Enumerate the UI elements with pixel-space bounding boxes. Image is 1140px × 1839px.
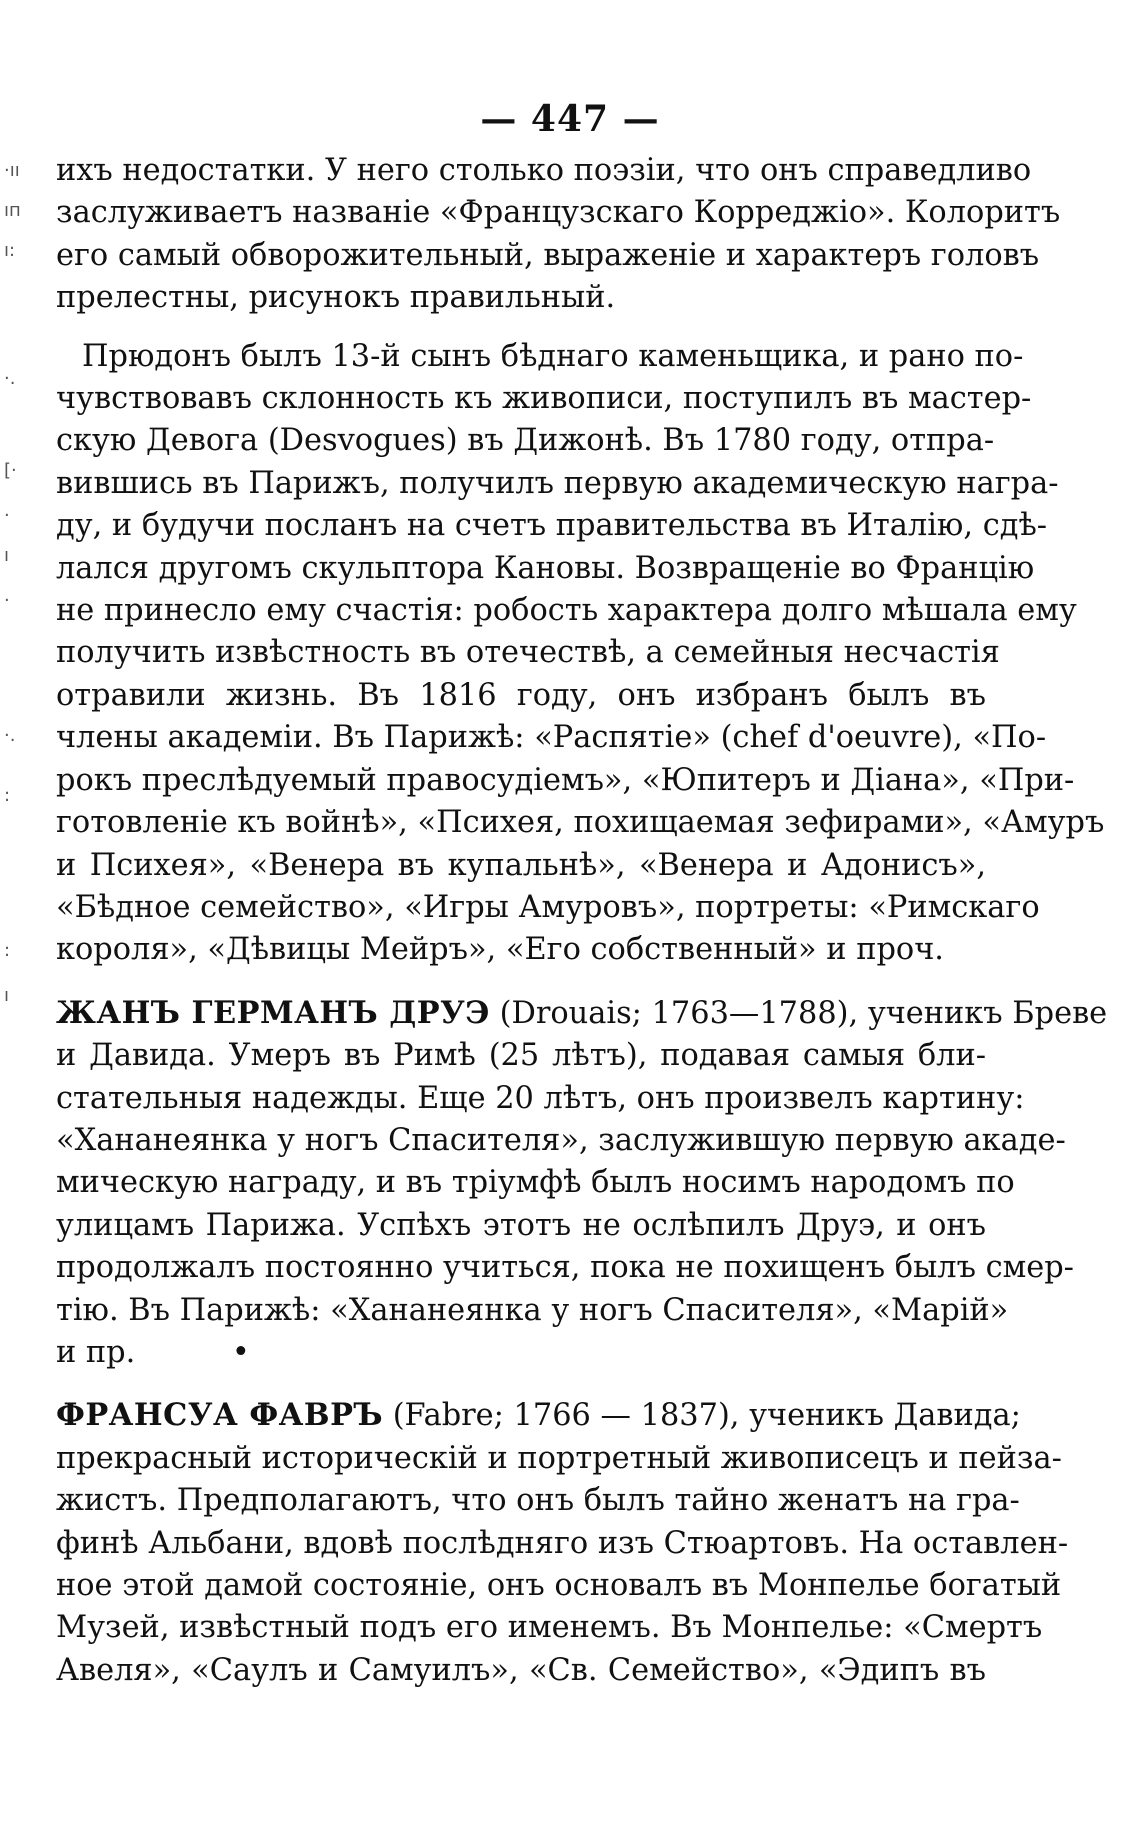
margin-mark: ı — [4, 545, 10, 566]
margin-mark: [· — [4, 460, 17, 481]
text-line: заслуживаетъ названіе «Французскаго Корреджіо». Колоритъ — [56, 195, 1061, 231]
text-line: отравили жизнь. Въ 1816 году, онъ избранъ былъ въ — [56, 677, 986, 713]
artist-name-drouais: ЖАНЪ ГЕРМАНЪ ДРУЭ — [56, 994, 490, 1031]
text-line: Авеля», «Саулъ и Самуилъ», «Св. Семейство», «Эдипъ въ — [56, 1652, 986, 1688]
text-line: его самый обворожительный, выраженіе и характеръ головъ — [56, 237, 1040, 273]
text-line: готовленіе къ войнѣ», «Психея, похищаемая зефирами», «Амуръ — [56, 805, 1105, 841]
text-line: жистъ. Предполагаютъ, что онъ былъ тайно женатъ на гра- — [56, 1483, 1020, 1519]
margin-mark: : — [4, 940, 11, 961]
text-line: и Психея», «Венера въ купальнѣ», «Венера и Адонисъ», — [56, 847, 986, 883]
text-line: скую Девога (Desvogues) въ Дижонѣ. Въ 1780 году, отпра- — [56, 423, 995, 459]
artist-name-fabre: ФРАНСУА ФАВРЪ — [56, 1397, 384, 1434]
paragraph-fabre — [56, 1394, 1069, 1692]
margin-mark: ·ıı — [4, 160, 20, 181]
text-line: прелестны, рисунокъ правильный. — [56, 280, 616, 316]
text-line: «Бѣдное семейство», «Игры Амуровъ», портреты: «Римскаго — [56, 889, 1040, 925]
margin-mark: ·. — [4, 368, 16, 389]
margin-mark: ı: — [4, 240, 16, 261]
text-line: ное этой дамой состояніе, онъ основалъ въ Монпелье богатый — [56, 1568, 1062, 1603]
paragraph-drouais — [56, 992, 1108, 1375]
margin-mark: · — [4, 505, 10, 526]
body-text — [56, 150, 1108, 1692]
margin-mark: ıп — [4, 200, 21, 221]
text-line: улицамъ Парижа. Успѣхъ этотъ не ослѣпилъ Друэ, и онъ — [56, 1207, 986, 1243]
text-fragment: (Fabre; 1766 — 1837), ученикъ Давида; — [383, 1398, 1021, 1434]
text-line: рокъ преслѣдуемый правосудіемъ», «Юпитеръ и Діана», «При- — [56, 762, 1075, 798]
paragraph-prudhon-bio — [56, 336, 1105, 972]
text-line: стательныя надежды. Еще 20 лѣтъ, онъ произвелъ картину: — [56, 1080, 1025, 1116]
text-line: ихъ недостатки. У него столько поэзіи, что онъ справедливо — [56, 153, 1032, 188]
page-number: — 447 — — [480, 98, 660, 140]
text-line: «Хананеянка у ногъ Спасителя», заслужившую первую акаде- — [56, 1122, 1066, 1158]
text-line: не принесло ему счастія: робость характера долго мѣшала ему — [56, 593, 1077, 629]
text-line: вившись въ Парижъ, получилъ первую академическую награ- — [56, 465, 1059, 501]
text-line: ду, и будучи посланъ на счетъ правительства въ Италію, сдѣ- — [56, 508, 1048, 544]
text-line: и пр. • — [56, 1334, 250, 1370]
text-line: и Давида. Умеръ въ Римѣ (25 лѣтъ), подавая самыя бли- — [56, 1038, 986, 1074]
text-fragment: (Drouais; 1763—1788), ученикъ Бреве — [489, 995, 1108, 1031]
margin-mark: · — [4, 590, 10, 611]
text-line: чувствовавъ склонность къ живописи, поступилъ въ мастер- — [56, 381, 1032, 417]
text-line: продолжалъ постоянно учиться, пока не похищенъ былъ смер- — [56, 1250, 1074, 1286]
text-line: Прюдонъ былъ 13-й сынъ бѣднаго каменьщика, и рано по- — [82, 338, 1024, 374]
margin-mark: ı — [4, 985, 10, 1006]
text-line: тію. Въ Парижѣ: «Хананеянка у ногъ Спасителя», «Марій» — [56, 1292, 1009, 1328]
margin-mark: ·. — [4, 725, 16, 746]
text-line: получить извѣстность въ отечествѣ, а семейныя несчастія — [56, 635, 1000, 671]
text-line: мическую награду, и въ тріумфѣ былъ носимъ народомъ по — [56, 1165, 1015, 1201]
text-line: члены академіи. Въ Парижѣ: «Распятіе» (chef d'oeuvre), «По- — [56, 720, 1047, 756]
text-line: прекрасный историческій и портретный живописецъ и пейза- — [56, 1440, 1062, 1476]
text-line — [56, 992, 1108, 1035]
text-line: финѣ Альбани, вдовѣ послѣдняго изъ Стюартовъ. На оставлен- — [56, 1525, 1069, 1561]
text-line: лался другомъ скульптора Кановы. Возвращеніе во Францію — [56, 550, 1035, 586]
paragraph-prudhon-intro — [56, 150, 1061, 320]
text-line: Музей, извѣстный подъ его именемъ. Въ Монпелье: «Смертъ — [56, 1610, 1043, 1646]
text-line: короля», «Дѣвицы Мейръ», «Его собственный» и проч. — [56, 932, 944, 968]
text-line — [56, 1394, 1021, 1437]
margin-mark: : — [4, 785, 11, 806]
